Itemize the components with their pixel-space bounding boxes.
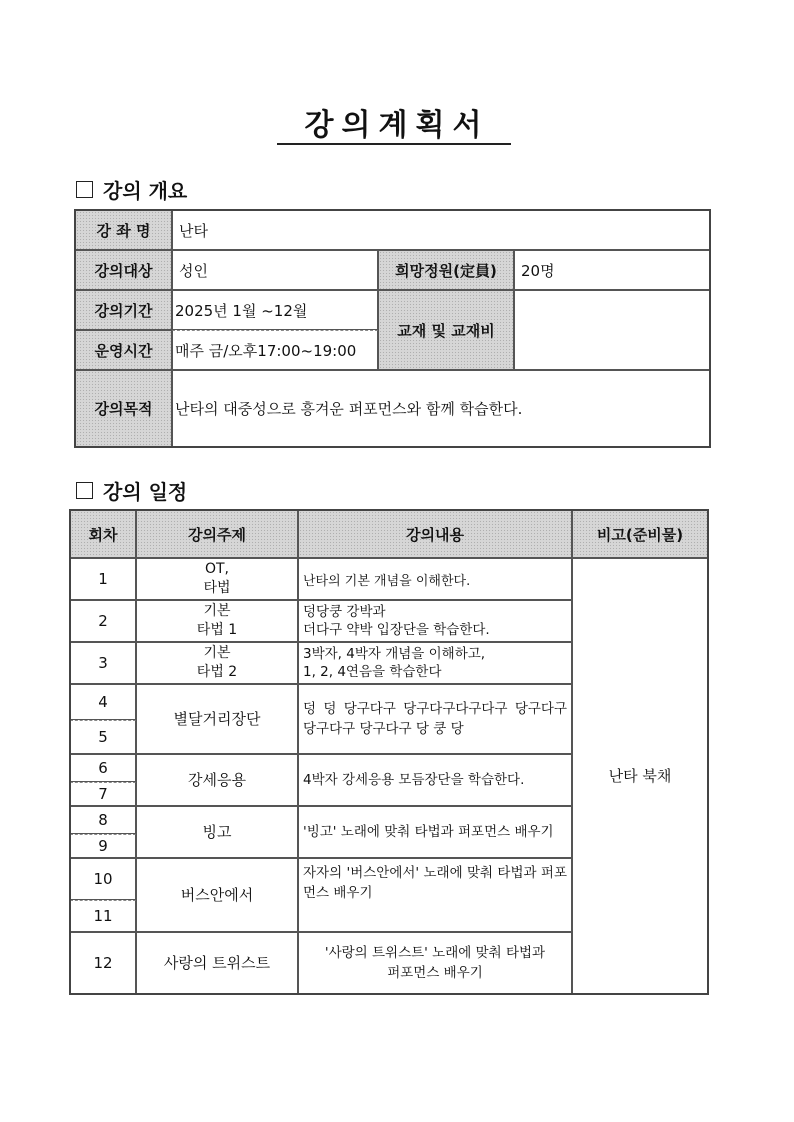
session-number: 5 bbox=[70, 720, 136, 754]
topic-cell: 강세응용 bbox=[136, 754, 298, 806]
topic-cell: 기본 타법 2 bbox=[136, 642, 298, 684]
topic-cell: OT, 타법 bbox=[136, 558, 298, 600]
purpose-label: 강의목적 bbox=[75, 370, 172, 447]
checkbox-icon bbox=[76, 181, 93, 198]
content-cell: 덩당쿵 강박과 더다구 약박 입장단을 학습한다. bbox=[298, 600, 572, 642]
header-content: 강의내용 bbox=[298, 510, 572, 558]
time-value: 매주 금/오후17:00~19:00 bbox=[172, 330, 378, 370]
session-number: 6 bbox=[70, 754, 136, 782]
session-number: 4 bbox=[70, 684, 136, 720]
content-cell: 4박자 강세응용 모듬장단을 학습한다. bbox=[298, 754, 572, 806]
session-number: 8 bbox=[70, 806, 136, 834]
content-cell: 덩 덩 당구다구 당구다구다구다구 당구다구 당구다구 당구다구 당 쿵 당 bbox=[298, 684, 572, 754]
session-number: 2 bbox=[70, 600, 136, 642]
session-number: 9 bbox=[70, 834, 136, 858]
topic-cell: 버스안에서 bbox=[136, 858, 298, 932]
note-cell: 난타 북채 bbox=[572, 558, 708, 994]
content-cell: 난타의 기본 개념을 이해한다. bbox=[298, 558, 572, 600]
capacity-value: 20명 bbox=[514, 250, 710, 290]
checkbox-icon bbox=[76, 482, 93, 499]
materials-label: 교재 및 교재비 bbox=[378, 290, 514, 370]
section-schedule-label: 강의 일정 bbox=[103, 480, 188, 504]
content-cell: 자자의 '버스안에서' 노래에 맞춰 타법과 퍼포먼스 배우기 bbox=[298, 858, 572, 932]
target-value: 성인 bbox=[172, 250, 378, 290]
purpose-value: 난타의 대중성으로 흥겨운 퍼포먼스와 함께 학습한다. bbox=[172, 370, 710, 447]
session-number: 3 bbox=[70, 642, 136, 684]
course-name-value: 난타 bbox=[172, 210, 710, 250]
section-overview-label: 강의 개요 bbox=[103, 179, 188, 203]
session-number: 10 bbox=[70, 858, 136, 900]
session-number: 7 bbox=[70, 782, 136, 806]
course-name-label: 강 좌 명 bbox=[75, 210, 172, 250]
topic-cell: 기본 타법 1 bbox=[136, 600, 298, 642]
period-value: 2025년 1월 ~12월 bbox=[172, 290, 378, 330]
topic-cell: 빙고 bbox=[136, 806, 298, 858]
content-cell: '사랑의 트위스트' 노래에 맞춰 타법과 퍼포먼스 배우기 bbox=[298, 932, 572, 994]
content-cell: 3박자, 4박자 개념을 이해하고, 1, 2, 4연음을 학습한다 bbox=[298, 642, 572, 684]
page-title: 강의계획서 bbox=[304, 108, 490, 143]
content-cell: '빙고' 노래에 맞춰 타법과 퍼포먼스 배우기 bbox=[298, 806, 572, 858]
header-note: 비고(준비물) bbox=[572, 510, 708, 558]
section-heading-schedule bbox=[76, 476, 187, 505]
header-topic: 강의주제 bbox=[136, 510, 298, 558]
target-label: 강의대상 bbox=[75, 250, 172, 290]
materials-value bbox=[514, 290, 710, 370]
session-number: 1 bbox=[70, 558, 136, 600]
topic-cell: 사랑의 트위스트 bbox=[136, 932, 298, 994]
section-heading-overview bbox=[76, 175, 187, 204]
session-number: 11 bbox=[70, 900, 136, 932]
topic-cell: 별달거리장단 bbox=[136, 684, 298, 754]
title-underline bbox=[277, 143, 511, 145]
time-label: 운영시간 bbox=[75, 330, 172, 370]
period-label: 강의기간 bbox=[75, 290, 172, 330]
header-session: 회차 bbox=[70, 510, 136, 558]
capacity-label: 희망정원(定員) bbox=[378, 250, 514, 290]
session-number: 12 bbox=[70, 932, 136, 994]
